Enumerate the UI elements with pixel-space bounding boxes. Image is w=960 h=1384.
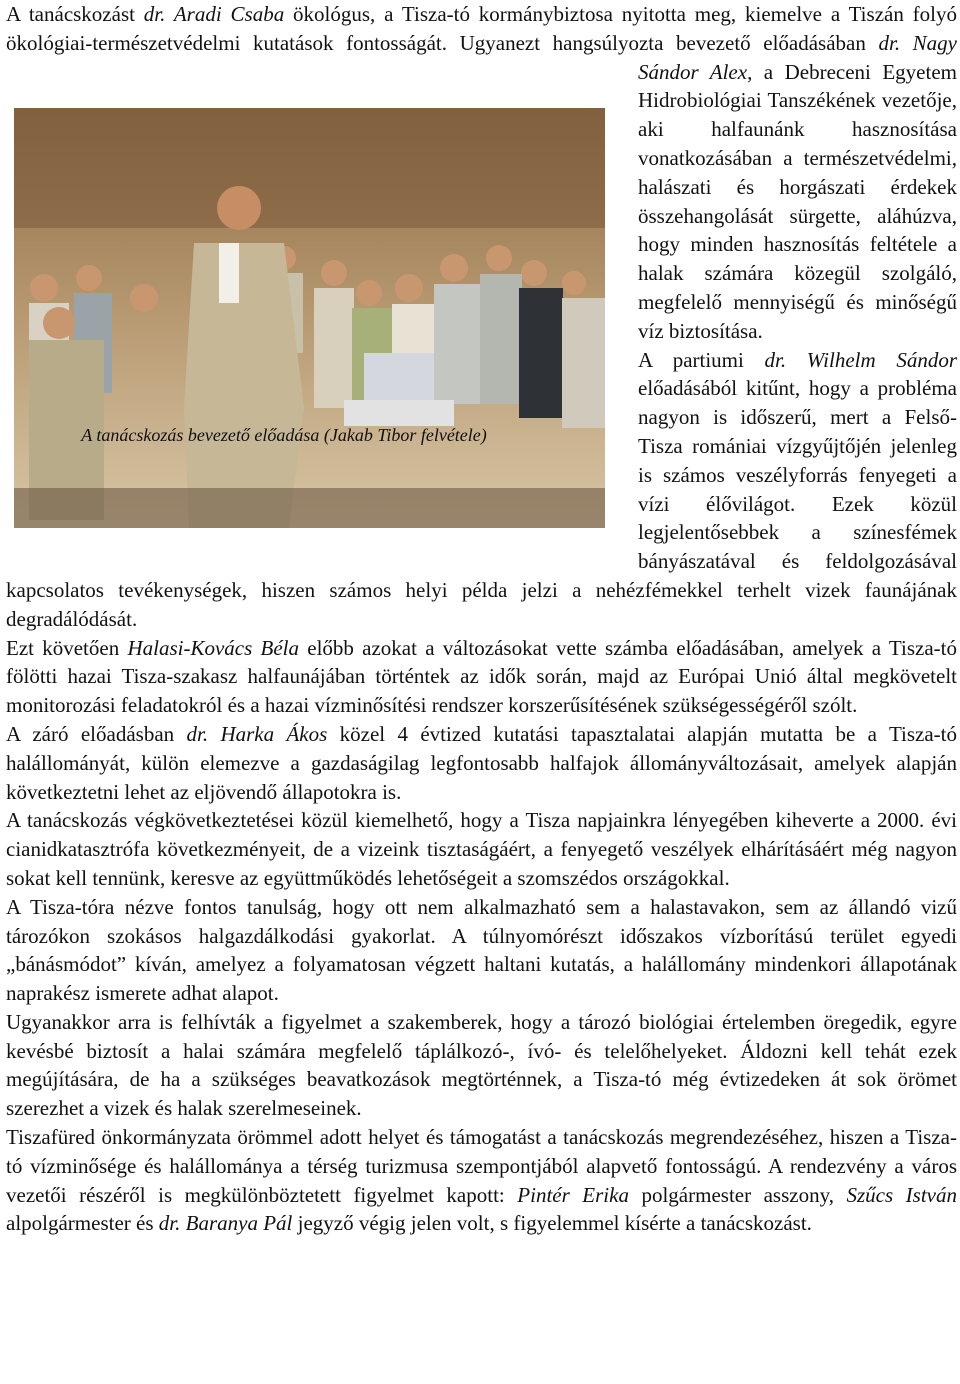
text: ökológus, a Tisza-tó kormánybiztosa nyitotta meg, kiemelve a Tiszán folyó ökológiai-természetvédelmi kutatások fontosságát. Ugyanezt hangsúlyozta bevezető előadásában	[6, 2, 957, 55]
text: jegyző végig jelen volt, s figyelemmel kísérte a tanácskozást.	[292, 1211, 812, 1236]
person-name: Szűcs István	[846, 1182, 958, 1207]
person-name: dr. Harka Ákos	[186, 721, 328, 746]
figure	[6, 86, 638, 554]
person-name: dr. Wilhelm Sándor	[764, 347, 957, 372]
text: közel 4 évtized kutatási tapasztalatai alapján mutatta be a Tisza-tó halállományát, külön elemezve a gazdaságilag legfontosabb halfajok állományváltozásait, amelyek alapján következtetni lehet az eljövendő állapotokra is.	[6, 721, 958, 804]
text: előbb azokat a változásokat vette számba előadásában, amelyek a Tisza-tó fölötti hazai Tisza-szakasz halfaunájában történtek az idők során, majd az Európai Unió által megkövetelt monitorozási feladatokról és a hazai vízminősítési rendszer korszerűsítésének szükségességéről szólt.	[6, 635, 957, 718]
person-name: dr. Nagy Sándor Alex	[638, 30, 957, 84]
text: polgármester asszony,	[628, 1182, 847, 1207]
paragraph-4	[6, 720, 957, 806]
conference-photo	[14, 108, 605, 528]
person-name: dr. Aradi Csaba	[143, 2, 285, 26]
text: A partiumi	[638, 347, 765, 372]
paragraph-3	[6, 634, 957, 720]
text: Ezt követően	[6, 635, 128, 660]
person-name: Halasi-Kovács Béla	[127, 635, 300, 660]
paragraph-6: A Tisza-tóra nézve fontos tanulság, hogy ott nem alkalmazható sem a halastavakon, sem az állandó vizű tározókon szokásos halgazdálkodási gyakorlat. A túlnyomórészt időszakos vízborítású terület egyedi „bánásmódot” kíván, amelyez a folyamatosan végzett haltani kutatás, a halállomány mindenkori állapotának naprakész ismerete adhat alapot.	[6, 894, 957, 1006]
paragraph-5: A tanácskozás végkövetkeztetései közül kiemelhető, hogy a Tisza napjainkra lényegében kiheverte a 2000. évi cianidkatasztrófa következményeit, de a vizeink tisztaságáért, a fenyegető veszélyek elhárításáért még nagyon sokat kell tennünk, keresve az együttműködés lehetőségeit a szomszédos országokkal.	[6, 808, 957, 890]
text: alpolgármester és	[6, 1211, 159, 1236]
text: , a Debreceni Egyetem Hidrobiológiai Tanszékének vezetője, aki halfaunánk hasznosítása vonatkozásában a természetvédelmi, halászati és horgászati érdekek összehangolását sürgette, aláhúzva, hogy minden hasznosítás feltétele a halak számára közegül szolgáló, megfelelő mennyiségű és minőségű víz biztosítása.	[638, 59, 957, 343]
conference-photo-image	[14, 108, 605, 528]
person-name: Pintér Erika	[517, 1182, 629, 1207]
paragraph-8	[6, 1123, 957, 1238]
text: előadásából kitűnt, hogy a probléma nagyon is időszerű, mert a Felső-Tisza romániai vízgyűjtőjén jelenleg is számos veszélyforrás fenyegeti a vízi élővilágot. Ezek közül legjelentősebbek a színesfémek bányászatával és feldolgozásával kapcsolatos tevékenységek, hiszen számos helyi példa jelzi a nehézfémekkel terhelt vizek faunájának degradálódását.	[6, 376, 957, 631]
figure-caption: A tanácskozás bevezető előadása (Jakab Tibor felvétele)	[81, 425, 487, 445]
person-name: dr. Baranya Pál	[158, 1211, 293, 1236]
text: A záró előadásban	[6, 721, 187, 746]
paragraph-7: Ugyanakkor arra is felhívták a figyelmet a szakemberek, hogy a tározó biológiai értelemben öregedik, egyre kevésbé biztosít a halai számára megfelelő táplálkozó-, ívó- és telelőhelyeket. Áldozni kell tehát ezek megújítására, de ha a szükséges beavatkozások megtörténnek, a Tisza-tó még évtizedeken át sok örömet szerezhet a vizek és halak szerelmeseinek.	[6, 1009, 957, 1121]
text: A tanácskozást	[6, 2, 144, 26]
text: Tiszafüred önkormányzata örömmel adott helyet és támogatást a tanácskozás megrendezéséhez, hiszen a Tisza-tó vízminősége és halállománya a térség turizmusa szempontjából alapvető fontosságú. A rendezvény a város vezetői részéről is megkülönböztetett figyelmet kapott:	[6, 1125, 957, 1207]
article	[6, 0, 957, 1238]
